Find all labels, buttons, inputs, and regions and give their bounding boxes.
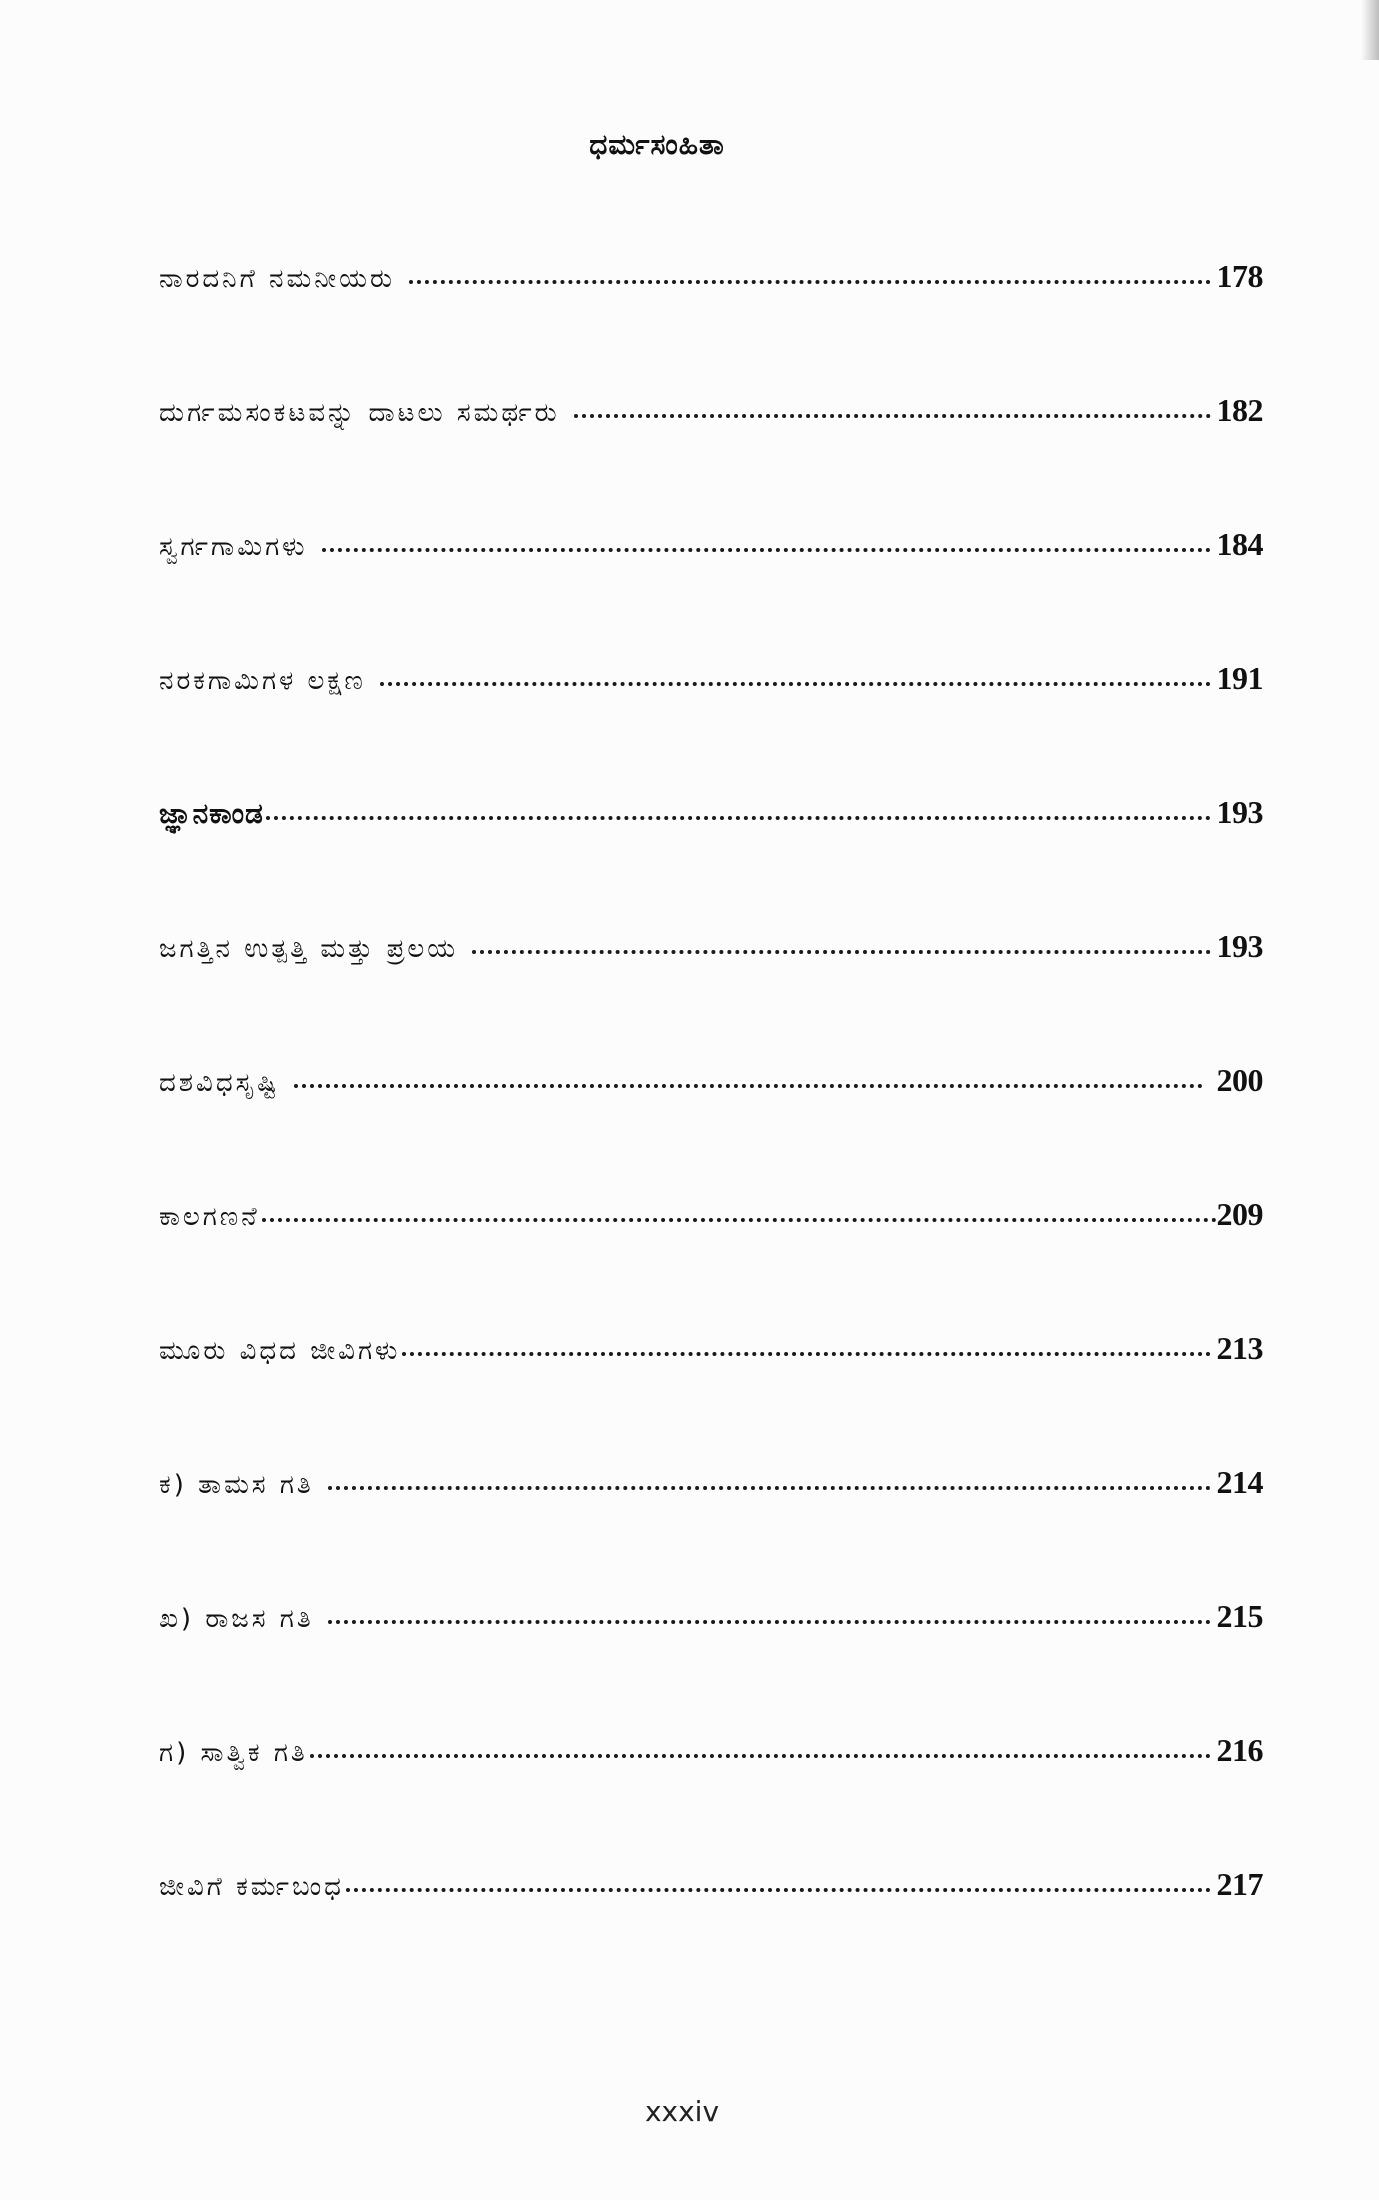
- page-title: ಧರ್ಮಸಂಹಿತಾ: [589, 128, 725, 161]
- dot-leader: [472, 950, 1210, 954]
- toc-entry-title: ನರಕಗಾಮಿಗಳ ಲಕ್ಷಣ: [159, 666, 366, 696]
- toc-entry-page: 213: [1216, 1330, 1263, 1366]
- dot-leader: [322, 548, 1211, 552]
- toc-entry-page: 182: [1216, 392, 1263, 428]
- table-of-contents: [159, 209, 1263, 1951]
- toc-entry: [159, 1147, 1263, 1281]
- toc-entry-page: 217: [1216, 1866, 1263, 1902]
- toc-entry-title: ಜೀವಿಗೆ ಕರ್ಮಬಂಧ: [159, 1872, 344, 1902]
- toc-entry-title: ದುರ್ಗಮಸಂಕಟವನ್ನು ದಾಟಲು ಸಮರ್ಥರು: [159, 398, 560, 428]
- toc-entry: [159, 611, 1263, 745]
- toc-entry-page: 200: [1216, 1062, 1263, 1098]
- toc-entry-title: ಸ್ವರ್ಗಗಾಮಿಗಳು: [159, 532, 308, 562]
- toc-entry-title: ದಶವಿಧಸೃಷ್ಟಿ: [159, 1068, 280, 1098]
- dot-leader: [294, 1084, 1203, 1088]
- toc-entry: [159, 1817, 1263, 1951]
- toc-entry-title: ಜಗತ್ತಿನ ಉತ್ಪತ್ತಿ ಮತ್ತು ಪ್ರಲಯ: [159, 934, 459, 964]
- dot-leader: [346, 1888, 1211, 1892]
- toc-entry-page: 184: [1216, 526, 1263, 562]
- toc-entry-page: 215: [1216, 1598, 1263, 1634]
- toc-entry: [159, 1549, 1263, 1683]
- dot-leader: [328, 1620, 1211, 1624]
- dot-leader: [574, 414, 1211, 418]
- toc-entry-page: 191: [1216, 660, 1263, 696]
- toc-entry: [159, 1281, 1263, 1415]
- toc-entry-page: 214: [1216, 1464, 1263, 1500]
- toc-entry-page: 193: [1216, 928, 1263, 964]
- toc-entry-title: ಕ) ತಾಮಸ ಗತಿ: [159, 1470, 314, 1500]
- toc-entry: [159, 209, 1263, 343]
- toc-entry: [159, 1415, 1263, 1549]
- toc-entry-page: 193: [1216, 794, 1263, 830]
- dot-leader: [328, 1486, 1211, 1490]
- toc-entry: [159, 343, 1263, 477]
- dot-leader: [402, 1352, 1210, 1356]
- toc-entry-title: ಜ್ಞಾನಕಾಂಡ: [159, 797, 264, 830]
- page-edge-shadow: [1361, 0, 1379, 60]
- toc-entry-page: 216: [1216, 1732, 1263, 1768]
- dot-leader: [262, 1218, 1217, 1222]
- toc-entry-title: ಮೂರು ವಿಧದ ಜೀವಿಗಳು: [159, 1336, 401, 1366]
- page-number: xxxiv: [644, 2095, 720, 2128]
- toc-entry-title: ನಾರದನಿಗೆ ನಮನೀಯರು: [159, 264, 396, 294]
- toc-entry: [159, 879, 1263, 1013]
- dot-leader: [380, 682, 1211, 686]
- toc-entry-title: ಗ) ಸಾತ್ವಿಕ ಗತಿ: [159, 1738, 308, 1768]
- toc-entry-page: 209: [1216, 1196, 1263, 1232]
- toc-entry-title: ಖ) ರಾಜಸ ಗತಿ: [159, 1604, 314, 1634]
- toc-entry-title: ಕಾಲಗಣನೆ: [159, 1202, 260, 1232]
- toc-section-heading: [159, 745, 1263, 879]
- toc-entry-page: 178: [1216, 258, 1263, 294]
- dot-leader: [409, 280, 1210, 284]
- toc-entry: [159, 477, 1263, 611]
- dot-leader: [310, 1754, 1211, 1758]
- dot-leader: [266, 816, 1211, 820]
- toc-entry: [159, 1013, 1263, 1147]
- toc-entry: [159, 1683, 1263, 1817]
